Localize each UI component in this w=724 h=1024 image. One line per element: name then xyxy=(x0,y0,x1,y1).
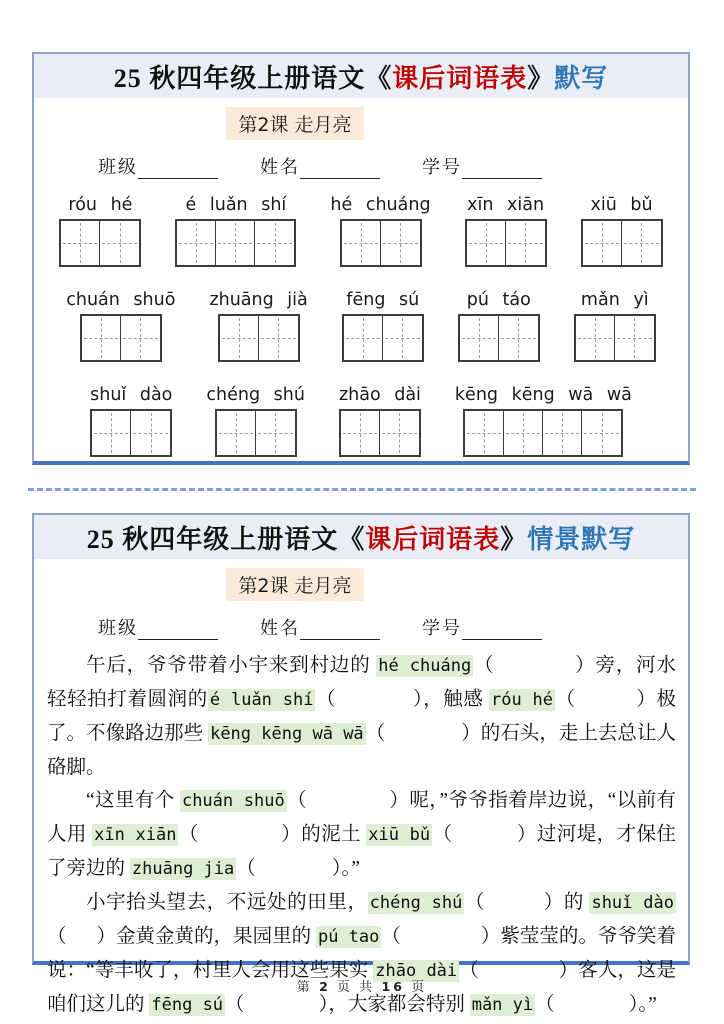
passage-text: ）的泥土 xyxy=(280,824,367,845)
title-mode: 默写 xyxy=(554,63,609,93)
pinyin-highlight: kēng kēng wā wā xyxy=(210,724,364,744)
pinyin-label: kēng kēng wā wā xyxy=(454,385,632,406)
tianzige-cell xyxy=(341,411,380,455)
student-number-field-label: 学号 xyxy=(422,618,462,638)
word-item xyxy=(581,195,663,267)
tianzige-cell xyxy=(220,316,259,360)
passage-text: ），触感 xyxy=(412,689,489,710)
student-number-field-label: 学号 xyxy=(422,157,462,177)
passage-text: ）呢，”爷爷指着岸边说，“以前有人用 xyxy=(47,790,676,845)
footer-suffix: 页 xyxy=(404,979,428,994)
answer-blank xyxy=(199,839,281,840)
tianzige-cell xyxy=(256,411,295,455)
tianzige-cell xyxy=(217,411,256,455)
pinyin-highlight: chéng shú xyxy=(369,893,463,913)
pinyin-label: shuǐ dào xyxy=(90,385,173,406)
word-item xyxy=(455,385,632,457)
word-grid-rows xyxy=(34,195,688,457)
class-field-label: 班级 xyxy=(98,157,138,177)
tianzige-cell xyxy=(543,411,582,455)
word-item xyxy=(574,290,656,362)
word-item xyxy=(206,385,305,457)
writing-grid xyxy=(574,314,656,362)
name-field xyxy=(260,614,380,640)
dashed-separator-line xyxy=(28,488,696,491)
name-field-label: 姓名 xyxy=(260,618,300,638)
tianzige-cell xyxy=(380,411,419,455)
footer-total-pages: 16 xyxy=(381,979,405,994)
title-bracket-open: 《 xyxy=(338,524,366,554)
pinyin-label: xiū bǔ xyxy=(590,195,653,215)
title-book-name: 课后词语表 xyxy=(392,63,528,93)
dictation-title xyxy=(34,54,688,98)
answer-blank xyxy=(256,873,332,874)
pinyin-label: chuán shuō xyxy=(66,290,176,311)
passage-text: （ xyxy=(47,926,67,947)
tianzige-cell xyxy=(82,316,121,360)
answer-blank xyxy=(555,1009,629,1010)
tianzige-cell xyxy=(342,221,381,265)
pinyin-label: róu hé xyxy=(68,195,133,215)
word-item xyxy=(330,195,430,267)
pinyin-label: é luǎn shí xyxy=(185,195,287,215)
writing-grid xyxy=(463,409,623,457)
footer-prefix: 第 xyxy=(296,979,320,994)
passage-text: ）紫莹莹的。爷爷笑着说：“等丰收了，村里人会用这些果实 xyxy=(47,926,676,981)
answer-blank xyxy=(494,670,574,671)
tianzige-cell xyxy=(100,221,139,265)
tianzige-cell xyxy=(576,316,615,360)
passage-text: ）金黄金黄的，果园里的 xyxy=(96,926,316,947)
tianzige-cell xyxy=(583,221,622,265)
answer-blank xyxy=(401,941,481,942)
word-item xyxy=(175,195,296,267)
writing-grid xyxy=(458,314,540,362)
writing-grid xyxy=(339,409,421,457)
answer-blank xyxy=(336,704,412,705)
passage-text: ）过河堤，才保住了旁边的 xyxy=(47,824,676,879)
word-item xyxy=(465,195,547,267)
pinyin-label: xīn xiān xyxy=(467,195,545,215)
tianzige-cell xyxy=(255,221,294,265)
word-row xyxy=(34,195,688,267)
class-field xyxy=(98,614,218,640)
tianzige-cell xyxy=(344,316,383,360)
answer-blank xyxy=(385,738,461,739)
word-item xyxy=(342,290,424,362)
passage-text: （ xyxy=(555,689,576,710)
passage-text: 午后，爷爷带着小宇来到村边的 xyxy=(86,655,377,676)
title-mode: 情景默写 xyxy=(527,524,636,554)
student-info-row xyxy=(34,614,688,640)
writing-grid xyxy=(342,314,424,362)
word-item xyxy=(59,195,141,267)
pinyin-label: fēng sú xyxy=(346,290,420,311)
tianzige-cell xyxy=(92,411,131,455)
word-item xyxy=(209,290,307,362)
passage-text: （ xyxy=(535,994,555,1015)
title-prefix: 25 秋四年级上册语文 xyxy=(86,524,339,554)
class-fill-line xyxy=(138,620,218,640)
lesson-badge: 第2课 走月亮 xyxy=(226,568,363,601)
name-field xyxy=(260,153,380,179)
name-fill-line xyxy=(300,620,380,640)
writing-grid xyxy=(465,219,547,267)
pinyin-highlight: zhuāng jia xyxy=(131,859,235,879)
answer-blank xyxy=(485,907,543,908)
dictation-panel xyxy=(32,52,690,465)
tianzige-cell xyxy=(259,316,298,360)
contextual-title xyxy=(34,515,688,559)
passage-text: （ xyxy=(236,858,256,879)
passage-text: ）旁，河水轻轻拍打着圆润的 xyxy=(47,655,676,710)
title-bracket-close: 》 xyxy=(527,63,555,93)
passage-text: （ xyxy=(473,655,495,676)
passage-text: （ xyxy=(464,892,486,913)
tianzige-cell xyxy=(506,221,545,265)
tianzige-cell xyxy=(499,316,538,360)
answer-blank xyxy=(245,1009,319,1010)
pinyin-label: hé chuáng xyxy=(330,195,431,215)
lesson-badge: 第2课 走月亮 xyxy=(226,107,363,140)
passage-paragraph xyxy=(47,886,676,1022)
student-number-field xyxy=(422,153,542,179)
pinyin-label: mǎn yì xyxy=(580,290,649,311)
title-prefix: 25 秋四年级上册语文 xyxy=(113,63,366,93)
student-info-row xyxy=(34,153,688,179)
pinyin-highlight: é luǎn shí xyxy=(209,690,314,710)
writing-grid xyxy=(59,219,141,267)
passage-text: “这里有个 xyxy=(86,790,180,811)
passage-text: 小宇抬头望去，不远处的田里， xyxy=(86,892,368,913)
pinyin-highlight: xiū bǔ xyxy=(368,825,431,845)
word-row xyxy=(34,385,688,457)
tianzige-cell xyxy=(381,221,420,265)
tianzige-cell xyxy=(460,316,499,360)
student-number-fill-line xyxy=(462,159,542,179)
writing-grid xyxy=(218,314,300,362)
answer-blank xyxy=(453,839,517,840)
class-field xyxy=(98,153,218,179)
word-item xyxy=(458,290,540,362)
passage-text: （ xyxy=(286,790,308,811)
footer-page-number: 2 xyxy=(319,979,331,994)
answer-blank xyxy=(67,941,97,942)
pinyin-highlight: róu hé xyxy=(491,690,554,710)
passage-text: ）。” xyxy=(628,994,657,1015)
passage-text: ）的石头，走上去总让人硌脚。 xyxy=(47,723,676,778)
class-fill-line xyxy=(138,159,218,179)
passage-text: （ xyxy=(459,960,479,981)
tianzige-cell xyxy=(121,316,160,360)
student-number-field xyxy=(422,614,542,640)
passage-text: （ xyxy=(178,824,199,845)
tianzige-cell xyxy=(131,411,170,455)
passage-text: ）的 xyxy=(543,892,590,913)
writing-grid xyxy=(340,219,422,267)
word-item xyxy=(90,385,172,457)
pinyin-highlight: zhāo dài xyxy=(375,961,458,981)
tianzige-cell xyxy=(615,316,654,360)
student-number-fill-line xyxy=(462,620,542,640)
pinyin-label: zhuāng jià xyxy=(209,290,308,311)
answer-blank xyxy=(307,805,389,806)
title-bracket-open: 《 xyxy=(365,63,393,93)
tianzige-cell xyxy=(467,221,506,265)
tianzige-cell xyxy=(177,221,216,265)
passage-text: ），大家都会特别 xyxy=(318,994,470,1015)
pinyin-label: zhāo dài xyxy=(338,385,421,406)
tianzige-cell xyxy=(465,411,504,455)
passage-paragraph xyxy=(47,649,676,784)
writing-grid xyxy=(175,219,296,267)
writing-grid xyxy=(581,219,663,267)
passage-text: （ xyxy=(365,723,386,744)
pinyin-highlight: hé chuáng xyxy=(378,656,472,676)
word-item xyxy=(339,385,421,457)
title-bracket-close: 》 xyxy=(500,524,528,554)
passage-text: （ xyxy=(315,689,337,710)
passage-text: （ xyxy=(381,926,401,947)
tianzige-cell xyxy=(504,411,543,455)
word-item xyxy=(66,290,175,362)
passage-text-block xyxy=(47,649,676,1022)
tianzige-cell xyxy=(61,221,100,265)
tianzige-cell xyxy=(582,411,621,455)
pinyin-highlight: fēng sú xyxy=(151,995,224,1015)
name-fill-line xyxy=(300,159,380,179)
writing-grid xyxy=(215,409,297,457)
tianzige-cell xyxy=(383,316,422,360)
tianzige-cell xyxy=(216,221,255,265)
name-field-label: 姓名 xyxy=(260,157,300,177)
pinyin-highlight: pú tao xyxy=(317,927,380,947)
pinyin-highlight: xīn xiān xyxy=(94,825,177,845)
title-book-name: 课后词语表 xyxy=(365,524,501,554)
passage-paragraph xyxy=(47,784,676,886)
tianzige-cell xyxy=(622,221,661,265)
pinyin-highlight: chuán shuō xyxy=(181,791,285,811)
passage-text: （ xyxy=(225,994,245,1015)
passage-text: ）。” xyxy=(331,858,360,879)
class-field-label: 班级 xyxy=(98,618,138,638)
passage-text: ）客人，这是咱们这儿的 xyxy=(47,960,676,1015)
answer-blank xyxy=(576,704,636,705)
pinyin-label: chéng shú xyxy=(206,385,305,406)
pinyin-highlight: mǎn yì xyxy=(471,995,534,1015)
pinyin-highlight: shuǐ dào xyxy=(591,893,674,913)
pinyin-label: pú táo xyxy=(466,290,531,311)
word-row xyxy=(34,290,688,362)
passage-text: ）极了。不像路边那些 xyxy=(47,689,676,744)
passage-text: （ xyxy=(432,824,453,845)
page-number-footer xyxy=(0,976,724,995)
writing-grid xyxy=(90,409,172,457)
writing-grid xyxy=(80,314,162,362)
footer-mid: 页 共 xyxy=(330,979,382,994)
